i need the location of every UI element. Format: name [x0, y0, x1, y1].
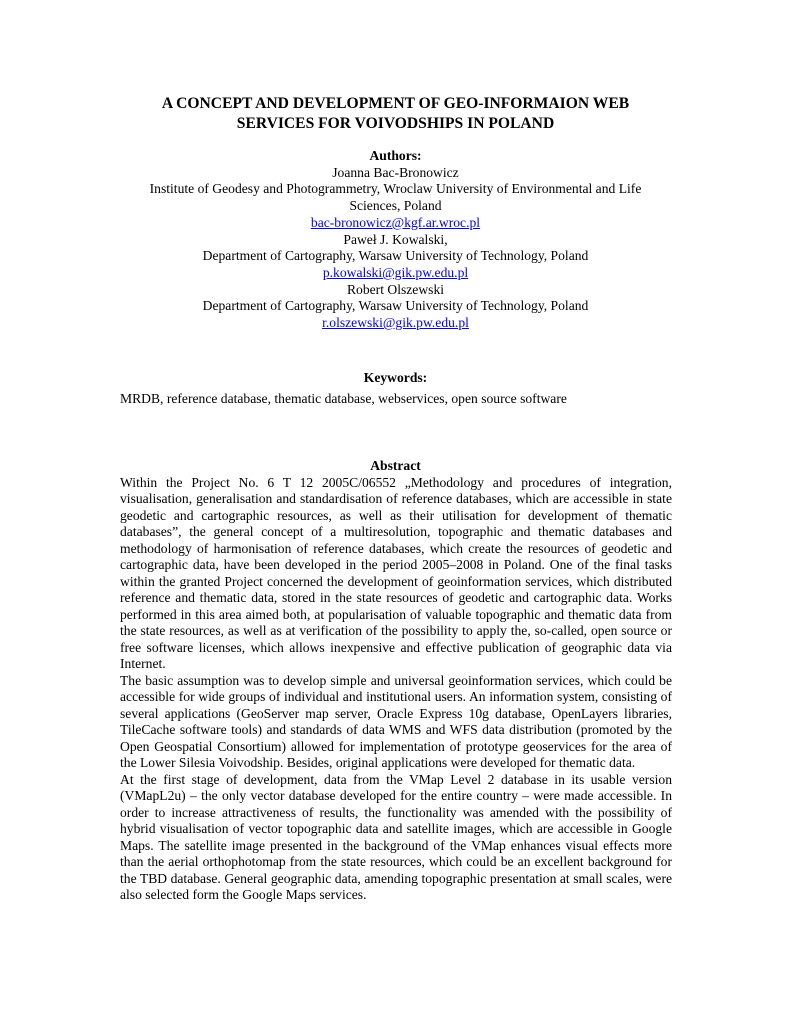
abstract-heading: Abstract	[370, 458, 421, 473]
abstract-paragraph: At the first stage of development, data from the VMap Level 2 database in its usable version (VMapL2u) – the only vector database developed for the entire country – were made accessible. In order to increase attractiveness of results, the functionality was amended with the possibility of hybrid visualisation of vector topographic data and satellite images, which are accessible in Google Maps. The satellite image presented in the background of the VMap enhances visual effects more than the aerial orthophotomap from the state resources, which could be an excellent background for the TBD database. General geographic data, amending topographic presentation at small scales, were also selected form the Google Maps services.	[120, 771, 672, 903]
title-line: A CONCEPT AND DEVELOPMENT OF GEO-INFORMAION WEB	[161, 95, 630, 112]
author-affiliation: Department of Cartography, Warsaw University of Technology, Poland	[202, 248, 589, 264]
authors-heading: Authors:	[369, 148, 422, 163]
author-email-link[interactable]: bac-bronowicz@kgf.ar.wroc.pl	[310, 214, 481, 230]
author-email-link[interactable]: r.olszewski@gik.pw.edu.pl	[322, 315, 469, 331]
keywords-text: MRDB, reference database, thematic database, webservices, open source software	[120, 391, 567, 406]
abstract-paragraph: Within the Project No. 6 T 12 2005C/06552 „Methodology and procedures of integration, visualisation, generalisation and standardisation of reference databases, which are accessible in state geodetic and cartographic resources, as well as their utilisation for development of thematic databases”, the general concept of a multiresolution, topographic and thematic databases and methodology of harmonisation of reference databases, which create the resources of geodetic and cartographic data, have been developed in the period 2005–2008 in Poland. One of the final tasks within the granted Project concerned the development of geoinformation services, which distributed reference and thematic data, stored in the state resources of geodetic and cartographic data. Works performed in this area aimed both, at popularisation of valuable topographic and thematic data from the state resources, as well as at verification of the possibility to apply the, so-called, open source or free software licenses, which allows inexpensive and effective publication of geographic data via Internet.	[120, 475, 672, 672]
keywords-heading: Keywords:	[363, 370, 428, 385]
paper-title	[100, 94, 691, 134]
title-line: SERVICES FOR VOIVODSHIPS IN POLAND	[236, 115, 555, 132]
author-affiliation: Institute of Geodesy and Photogrammetry, Wroclaw University of Environmental and Life	[149, 181, 642, 197]
author-affiliation: Sciences, Poland	[349, 198, 442, 214]
author-name: Paweł J. Kowalski,	[343, 231, 448, 247]
author-affiliation: Department of Cartography, Warsaw University of Technology, Poland	[202, 298, 589, 314]
abstract-body	[120, 475, 672, 904]
author-name: Robert Olszewski	[346, 281, 445, 297]
authors-block	[110, 148, 681, 332]
author-email-link[interactable]: p.kowalski@gik.pw.edu.pl	[322, 264, 469, 280]
abstract-paragraph: The basic assumption was to develop simple and universal geoinformation services, which could be accessible for wide groups of individual and institutional users. An information system, consisting of several applications (GeoServer map server, Oracle Express 10g database, OpenLayers libraries, TileCache software tools) and standards of data WMS and WFS data distribution (promoted by the Open Geospatial Consortium) allowed for implementation of prototype geoservices for the area of the Lower Silesia Voivodship. Besides, original applications were developed for thematic data.	[120, 672, 672, 771]
author-name: Joanna Bac-Bronowicz	[332, 164, 459, 180]
